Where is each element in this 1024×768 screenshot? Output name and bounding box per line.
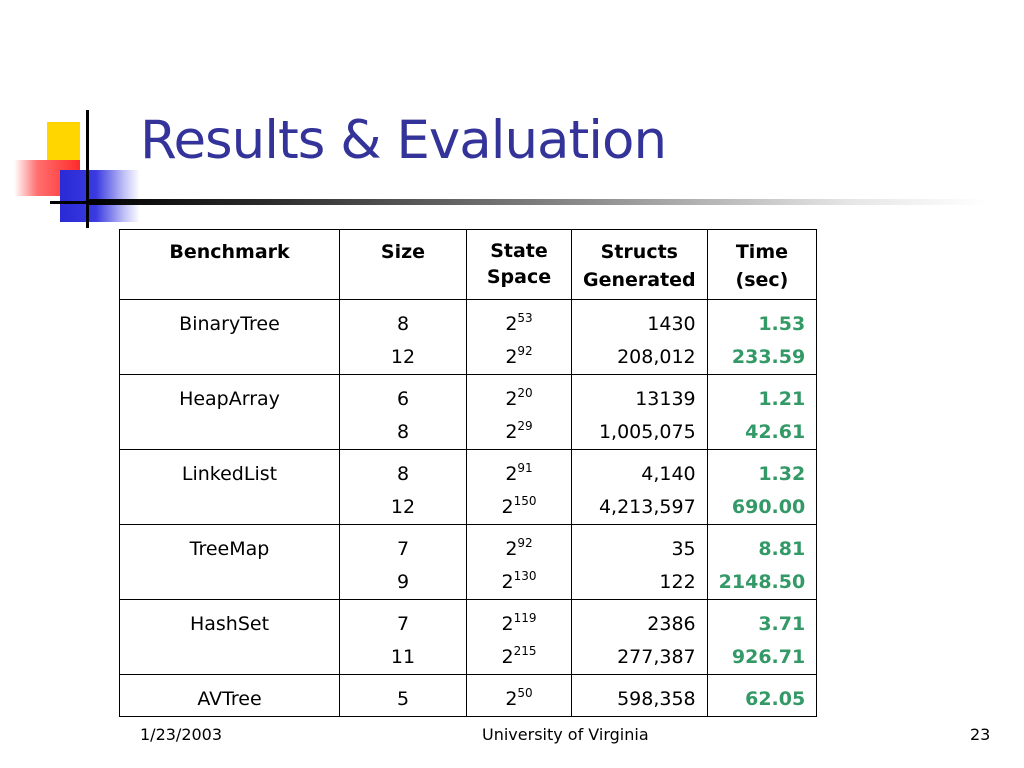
state-space-exponent: 20 [517,386,533,400]
state-space-value [478,533,560,566]
state-space-exponent: 92 [517,344,533,358]
structs-value: 1,005,075 [598,421,696,443]
state-space-base: 2 [505,463,518,485]
size-cell [340,300,467,375]
state-space-base: 2 [505,688,518,710]
structs-value: 13139 [635,388,696,410]
time-cell [707,600,817,675]
state-space-cell [467,600,572,675]
size-value: 7 [396,613,410,635]
state-space-exponent: 215 [513,644,537,658]
state-space-value [478,608,560,641]
size-cell [340,450,467,525]
size-value: 11 [390,646,416,668]
header-benchmark: Benchmark [120,230,340,300]
state-space-base: 2 [505,421,518,443]
size-value: 12 [390,346,416,368]
state-space-exponent: 130 [513,569,537,583]
benchmark-cell [120,375,340,450]
benchmark-cell [120,450,340,525]
state-space-exponent: 50 [517,686,533,700]
time-value: 1.53 [758,313,806,335]
structs-value: 2386 [647,613,696,635]
state-space-value [478,566,560,599]
state-space-exponent: 53 [517,311,533,325]
state-space-base: 2 [505,538,518,560]
structs-cell [572,675,708,717]
state-space-cell [467,450,572,525]
state-space-base: 2 [505,313,518,335]
time-value: 926.71 [731,646,806,668]
state-space-exponent: 119 [513,611,537,625]
table-row [120,450,817,525]
decoration-blue-square [60,170,140,222]
state-space-cell [467,525,572,600]
time-value: 62.05 [745,688,806,710]
time-value: 8.81 [758,538,806,560]
size-value: 9 [396,571,410,593]
size-value: 12 [390,496,416,518]
state-space-base: 2 [501,496,514,518]
state-space-exponent: 92 [517,536,533,550]
time-value: 1.21 [758,388,806,410]
table-row [120,600,817,675]
time-value: 690.00 [731,496,806,518]
decoration-vertical-line [86,110,89,228]
structs-cell [572,375,708,450]
table-row [120,675,817,717]
results-table [119,229,817,717]
header-structs-generated: Structs Generated [572,230,708,300]
time-value: 2148.50 [718,571,806,593]
structs-cell [572,600,708,675]
structs-value: 4,213,597 [598,496,696,518]
benchmark-cell [120,300,340,375]
benchmark-name: HashSet [189,613,270,635]
state-space-base: 2 [505,346,518,368]
size-cell [340,675,467,717]
size-cell [340,600,467,675]
structs-value: 208,012 [617,346,696,368]
time-value: 233.59 [731,346,806,368]
size-cell [340,525,467,600]
size-value: 8 [396,421,410,443]
size-cell [340,375,467,450]
state-space-value [478,341,560,374]
size-value: 8 [396,463,410,485]
size-value: 7 [396,538,410,560]
decoration-yellow-square [47,122,80,162]
state-space-base: 2 [501,571,514,593]
structs-cell [572,450,708,525]
state-space-value [478,491,560,524]
time-value: 42.61 [745,421,806,443]
state-space-base: 2 [501,613,514,635]
state-space-exponent: 150 [513,494,537,508]
state-space-value [478,383,560,416]
state-space-base: 2 [501,646,514,668]
header-state-space: State Space [467,230,572,300]
time-cell [707,675,817,717]
state-space-cell [467,375,572,450]
structs-cell [572,300,708,375]
slide-title: Results & Evaluation [140,110,667,171]
state-space-value [478,683,560,716]
structs-value: 598,358 [617,688,696,710]
header-time: Time (sec) [707,230,817,300]
structs-value: 122 [659,571,696,593]
time-value: 1.32 [758,463,806,485]
state-space-value [478,641,560,674]
time-cell [707,525,817,600]
size-value: 8 [396,313,410,335]
structs-value: 4,140 [641,463,696,485]
table-body [120,300,817,717]
benchmark-cell [120,525,340,600]
benchmark-name: TreeMap [189,538,270,560]
structs-value: 35 [671,538,696,560]
state-space-cell [467,300,572,375]
footer-page-number: 23 [970,725,991,744]
footer-date: 1/23/2003 [140,725,223,744]
state-space-base: 2 [505,388,518,410]
structs-value: 1430 [647,313,696,335]
time-cell [707,450,817,525]
table-row [120,525,817,600]
size-value: 6 [396,388,410,410]
state-space-value [478,308,560,341]
state-space-exponent: 29 [517,419,533,433]
table-row [120,375,817,450]
benchmark-name: BinaryTree [179,313,280,335]
title-underline [86,199,986,205]
time-value: 3.71 [758,613,806,635]
benchmark-cell [120,675,340,717]
benchmark-name: HeapArray [179,388,280,410]
table-row [120,300,817,375]
time-cell [707,300,817,375]
state-space-value [478,416,560,449]
size-value: 5 [396,688,410,710]
structs-value: 277,387 [617,646,696,668]
structs-cell [572,525,708,600]
time-cell [707,375,817,450]
state-space-exponent: 91 [517,461,533,475]
state-space-cell [467,675,572,717]
benchmark-name: LinkedList [181,463,278,485]
footer-organization: University of Virginia [482,725,649,744]
benchmark-name: AVTree [197,688,262,710]
benchmark-cell [120,600,340,675]
state-space-value [478,458,560,491]
header-size: Size [340,230,467,300]
table-header-row [120,230,817,300]
